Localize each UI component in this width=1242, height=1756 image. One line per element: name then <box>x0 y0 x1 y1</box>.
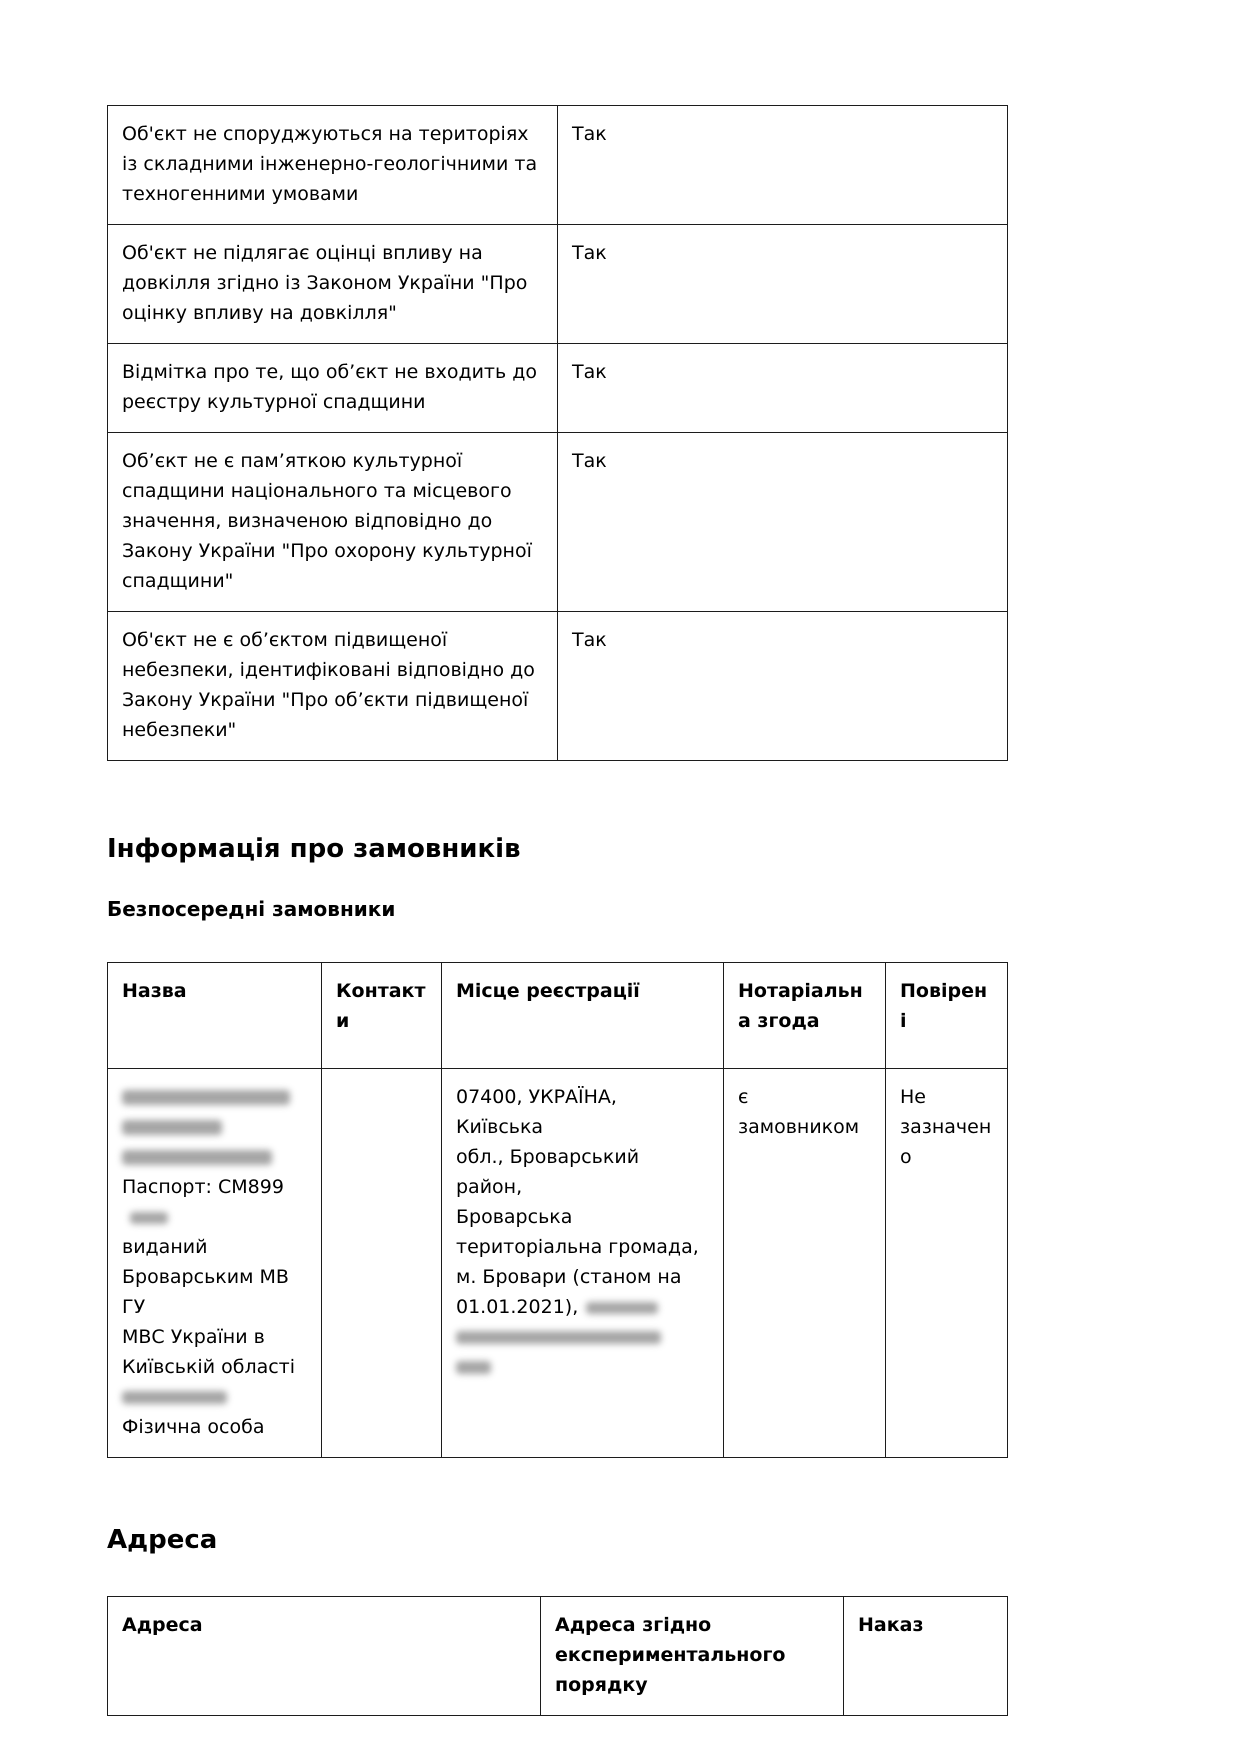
redacted-text <box>456 1331 661 1344</box>
column-header-notarial-consent: Нотаріальна згода <box>724 963 886 1069</box>
text-line: обл., Броварський район, <box>456 1146 640 1198</box>
passport-text: Паспорт: СМ899 <box>122 1176 284 1198</box>
redacted-street-line <box>456 1322 709 1352</box>
redacted-name-line <box>122 1112 307 1142</box>
subsection-title-direct-customers: Безпосередні замовники <box>107 897 396 921</box>
redacted-name-line <box>122 1082 307 1112</box>
column-header-attorneys: Повірені <box>886 963 1008 1069</box>
column-header-name: Назва <box>108 963 322 1069</box>
text-line: Київській області <box>122 1356 296 1378</box>
redacted-text <box>586 1302 658 1314</box>
characteristic-label: Об'єкт не є об’єктом підвищеної небезпеки, ідентифіковані відповідно до Закону України "Про об’єкти підвищеної небезпеки" <box>108 612 558 761</box>
column-header-contacts: Контакти <box>322 963 442 1069</box>
table-row <box>108 225 1008 344</box>
redacted-apartment-line <box>456 1352 709 1382</box>
redacted-text <box>122 1391 227 1404</box>
date-text: 01.01.2021), <box>456 1296 579 1318</box>
table-row <box>108 612 1008 761</box>
characteristic-label: Об’єкт не є пам’яткою культурної спадщини національного та місцевого значення, визначеною відповідно до Закону України "Про охорону культурної спадщини" <box>108 433 558 612</box>
text-line: МВС України в <box>122 1326 265 1348</box>
redacted-text <box>122 1120 222 1135</box>
date-line <box>456 1292 709 1322</box>
addresses-table <box>107 1596 1008 1716</box>
column-header-address-experimental: Адреса згідно експериментального порядку <box>541 1597 844 1716</box>
characteristic-value: Так <box>558 106 1008 225</box>
text-line: Броварська <box>456 1206 573 1228</box>
table-row <box>108 344 1008 433</box>
characteristic-label: Об'єкт не підлягає оцінці впливу на довкілля згідно із Законом України "Про оцінку впливу на довкілля" <box>108 225 558 344</box>
passport-line <box>122 1172 307 1232</box>
person-type-text: Фізична особа <box>122 1416 265 1438</box>
section-title-customers: Інформація про замовників <box>107 834 521 864</box>
redacted-text <box>130 1212 168 1224</box>
customer-registration-cell <box>442 1069 724 1458</box>
characteristic-value: Так <box>558 612 1008 761</box>
characteristic-label: Відмітка про те, що об’єкт не входить до реєстру культурної спадщини <box>108 344 558 433</box>
table-row <box>108 106 1008 225</box>
object-characteristics-table <box>107 105 1008 761</box>
table-header-row <box>108 963 1008 1069</box>
customer-contacts-cell <box>322 1069 442 1458</box>
text-line: виданий <box>122 1236 208 1258</box>
redacted-text <box>122 1150 272 1165</box>
customer-attorneys-cell: Не зазначено <box>886 1069 1008 1458</box>
column-header-order: Наказ <box>844 1597 1008 1716</box>
table-row <box>108 433 1008 612</box>
characteristic-value: Так <box>558 225 1008 344</box>
column-header-address: Адреса <box>108 1597 541 1716</box>
customer-notarial-consent-cell: є замовником <box>724 1069 886 1458</box>
direct-customers-table <box>107 962 1008 1458</box>
characteristic-value: Так <box>558 344 1008 433</box>
text-line: м. Бровари (станом на <box>456 1266 682 1288</box>
redacted-text <box>122 1090 290 1105</box>
customer-name-cell <box>108 1069 322 1458</box>
text-line: 07400, УКРАЇНА, Київська <box>456 1086 617 1138</box>
table-header-row <box>108 1597 1008 1716</box>
characteristic-label: Об'єкт не споруджуються на територіях із складними інженерно-геологічними та техногенними умовами <box>108 106 558 225</box>
redacted-text <box>456 1361 491 1374</box>
redacted-id-line <box>122 1142 307 1172</box>
section-title-address: Адреса <box>107 1525 218 1555</box>
column-header-registration-place: Місце реєстрації <box>442 963 724 1069</box>
table-row <box>108 1069 1008 1458</box>
text-line: Броварським МВ ГУ <box>122 1266 289 1318</box>
text-line: територіальна громада, <box>456 1236 699 1258</box>
characteristic-value: Так <box>558 433 1008 612</box>
redacted-date-line <box>122 1382 307 1412</box>
